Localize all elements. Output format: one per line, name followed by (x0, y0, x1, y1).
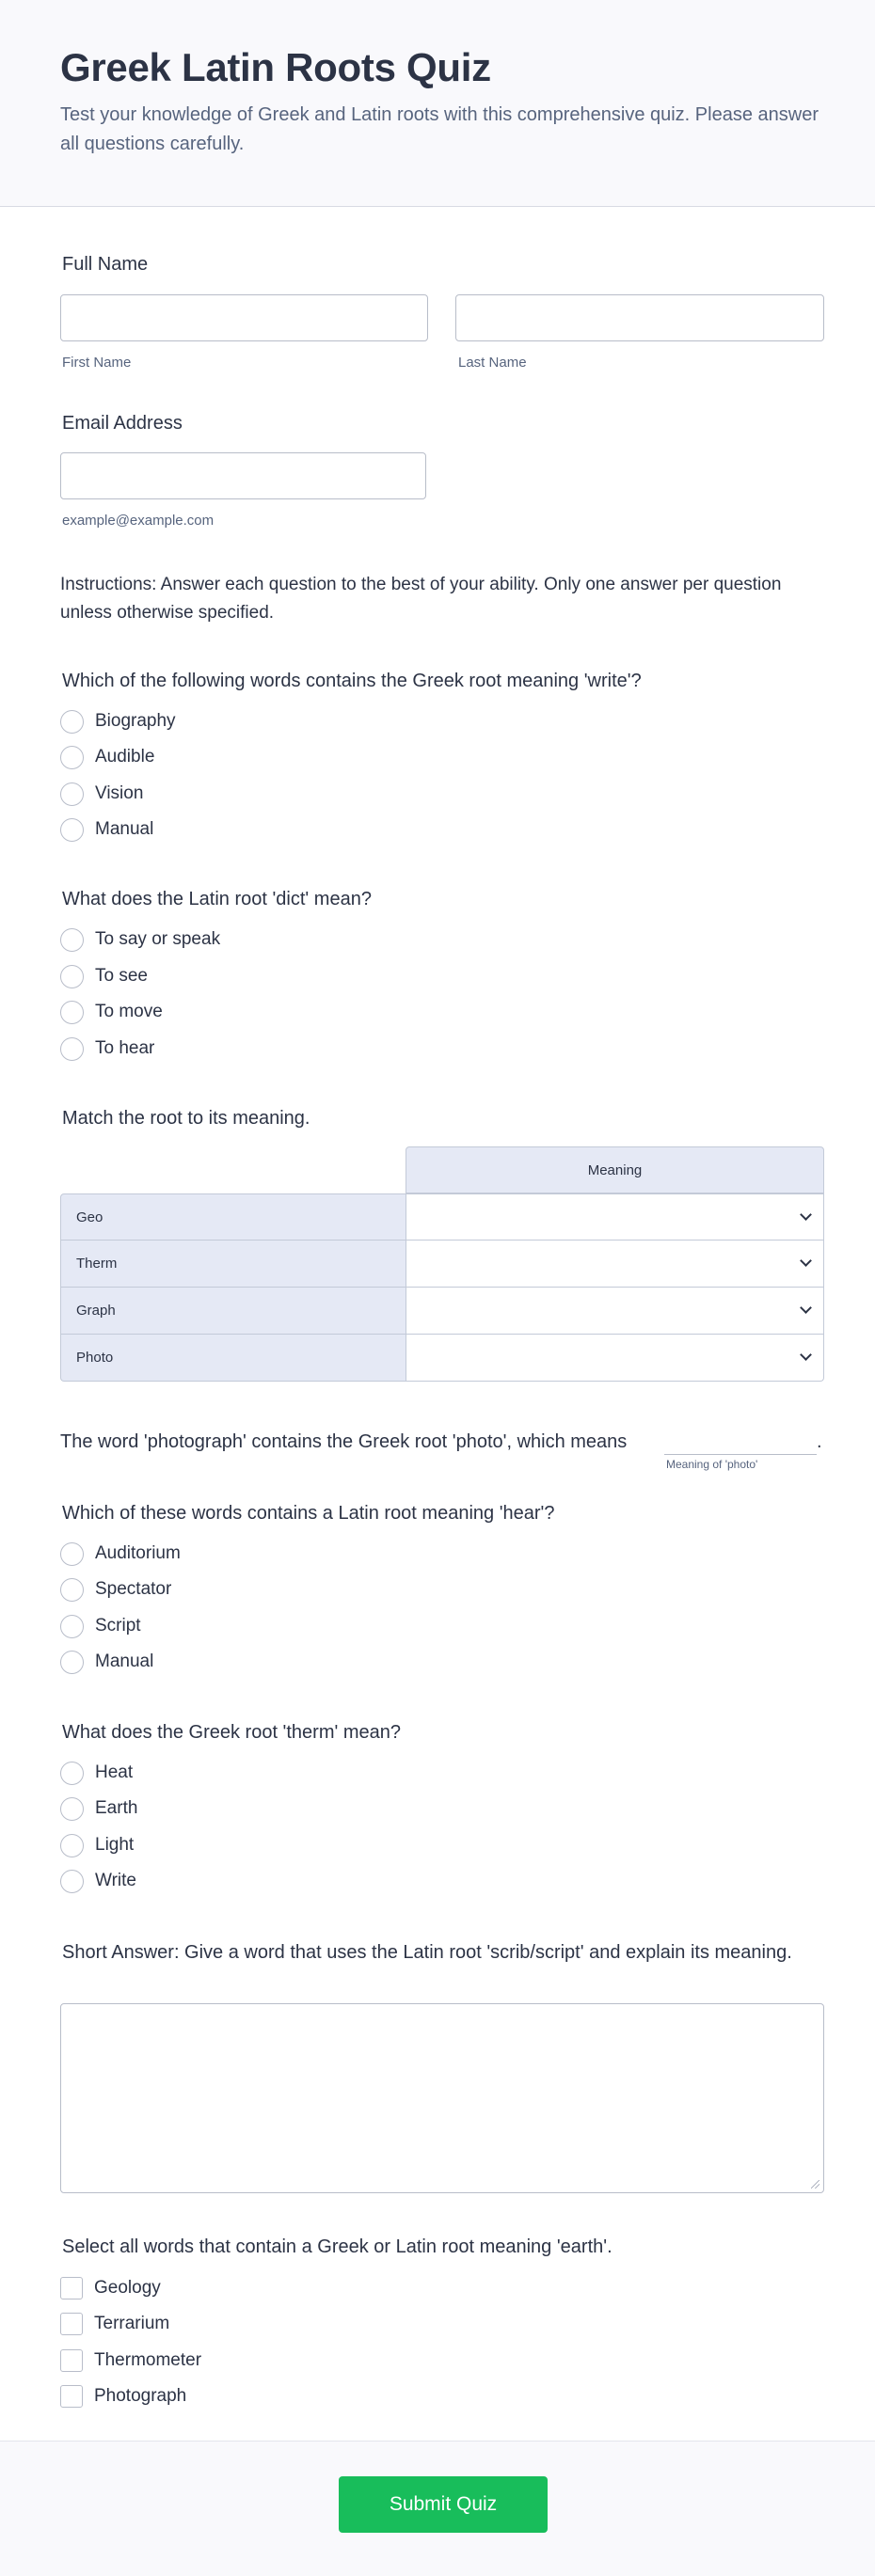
matrix-row-label: Geo (60, 1193, 406, 1241)
email-input[interactable] (60, 452, 426, 499)
fill-blank-period: . (817, 1431, 822, 1452)
radio-button[interactable] (60, 1542, 84, 1566)
radio-button[interactable] (60, 1578, 84, 1602)
q2-option[interactable]: To see (60, 964, 148, 988)
q2-option[interactable]: To move (60, 1000, 163, 1024)
chevron-down-icon (800, 1255, 812, 1267)
meaning-dropdown[interactable] (406, 1241, 824, 1288)
q4-option[interactable]: Earth (60, 1796, 137, 1821)
full-name-label: Full Name (62, 254, 149, 275)
q5-option[interactable]: Geology (60, 2276, 161, 2300)
fill-blank-sublabel: Meaning of 'photo' (666, 1458, 758, 1471)
q3-question: Which of these words contains a Latin root meaning 'hear'? (62, 1503, 555, 1524)
matrix-row (60, 1193, 824, 1241)
form-footer (0, 2441, 875, 2576)
radio-button[interactable] (60, 710, 84, 734)
chevron-down-icon (800, 1209, 812, 1221)
q3-option[interactable]: Manual (60, 1650, 153, 1674)
q4-question: What does the Greek root 'therm' mean? (62, 1722, 402, 1743)
q5-option[interactable]: Photograph (60, 2384, 186, 2409)
short-answer-question: Short Answer: Give a word that uses the Latin root 'scrib/script' and explain its meaning. (62, 1942, 792, 1963)
matrix-row (60, 1288, 824, 1335)
first-name-input[interactable] (60, 294, 428, 341)
meaning-dropdown[interactable] (406, 1193, 824, 1241)
matrix-row (60, 1241, 824, 1288)
q1-option[interactable]: Biography (60, 709, 176, 734)
q5-question: Select all words that contain a Greek or Latin root meaning 'earth'. (62, 2236, 612, 2257)
q2-question: What does the Latin root 'dict' mean? (62, 889, 372, 909)
meaning-dropdown[interactable] (406, 1288, 824, 1335)
radio-button[interactable] (60, 965, 84, 988)
meaning-dropdown[interactable] (406, 1335, 824, 1382)
email-label: Email Address (62, 413, 183, 434)
fill-blank-text: The word 'photograph' contains the Greek root 'photo', which means (60, 1431, 628, 1452)
checkbox[interactable] (60, 2349, 83, 2372)
matrix-question: Match the root to its meaning. (62, 1108, 310, 1129)
q3-option[interactable]: Spectator (60, 1577, 171, 1602)
q4-option[interactable]: Light (60, 1833, 134, 1857)
page-title: Greek Latin Roots Quiz (60, 45, 491, 89)
q2-option[interactable]: To say or speak (60, 927, 220, 952)
last-name-sublabel: Last Name (458, 355, 527, 371)
radio-button[interactable] (60, 782, 84, 806)
radio-button[interactable] (60, 746, 84, 769)
checkbox[interactable] (60, 2385, 83, 2408)
q1-option[interactable]: Manual (60, 817, 153, 842)
short-answer-textarea[interactable] (60, 2003, 824, 2193)
q1-option[interactable]: Vision (60, 782, 143, 806)
chevron-down-icon (800, 1302, 812, 1314)
resize-handle-icon[interactable] (811, 2180, 819, 2189)
radio-button[interactable] (60, 1651, 84, 1674)
radio-button[interactable] (60, 1001, 84, 1024)
q5-option[interactable]: Terrarium (60, 2312, 169, 2336)
q3-option[interactable]: Script (60, 1614, 141, 1638)
radio-button[interactable] (60, 818, 84, 842)
matching-matrix (60, 1146, 824, 1382)
page-subtitle: Test your knowledge of Greek and Latin roots with this comprehensive quiz. Please answer all questions carefully. (60, 104, 819, 154)
matrix-row-label: Photo (60, 1335, 406, 1382)
q4-option[interactable]: Write (60, 1869, 136, 1893)
checkbox[interactable] (60, 2313, 83, 2335)
radio-button[interactable] (60, 1762, 84, 1785)
last-name-input[interactable] (455, 294, 824, 341)
instructions-text: Instructions: Answer each question to the best of your ability. Only one answer per question unless otherwise specified. (60, 575, 782, 623)
radio-button[interactable] (60, 928, 84, 952)
matrix-row-label: Therm (60, 1241, 406, 1288)
q1-option[interactable]: Audible (60, 745, 154, 769)
submit-button[interactable]: Submit Quiz (339, 2476, 548, 2533)
first-name-sublabel: First Name (62, 355, 132, 371)
fill-blank-input[interactable] (664, 1454, 817, 1455)
email-sublabel: example@example.com (62, 513, 215, 529)
radio-button[interactable] (60, 1834, 84, 1857)
q4-option[interactable]: Heat (60, 1761, 133, 1785)
radio-button[interactable] (60, 1797, 84, 1821)
matrix-column-header: Meaning (406, 1146, 824, 1193)
q3-option[interactable]: Auditorium (60, 1541, 181, 1566)
radio-button[interactable] (60, 1615, 84, 1638)
checkbox[interactable] (60, 2277, 83, 2299)
radio-button[interactable] (60, 1870, 84, 1893)
q2-option[interactable]: To hear (60, 1036, 154, 1061)
form-header (0, 0, 875, 207)
matrix-row (60, 1335, 824, 1382)
q5-option[interactable]: Thermometer (60, 2348, 201, 2373)
chevron-down-icon (800, 1349, 812, 1361)
q1-question: Which of the following words contains the Greek root meaning 'write'? (62, 671, 642, 691)
matrix-row-label: Graph (60, 1288, 406, 1335)
radio-button[interactable] (60, 1037, 84, 1061)
